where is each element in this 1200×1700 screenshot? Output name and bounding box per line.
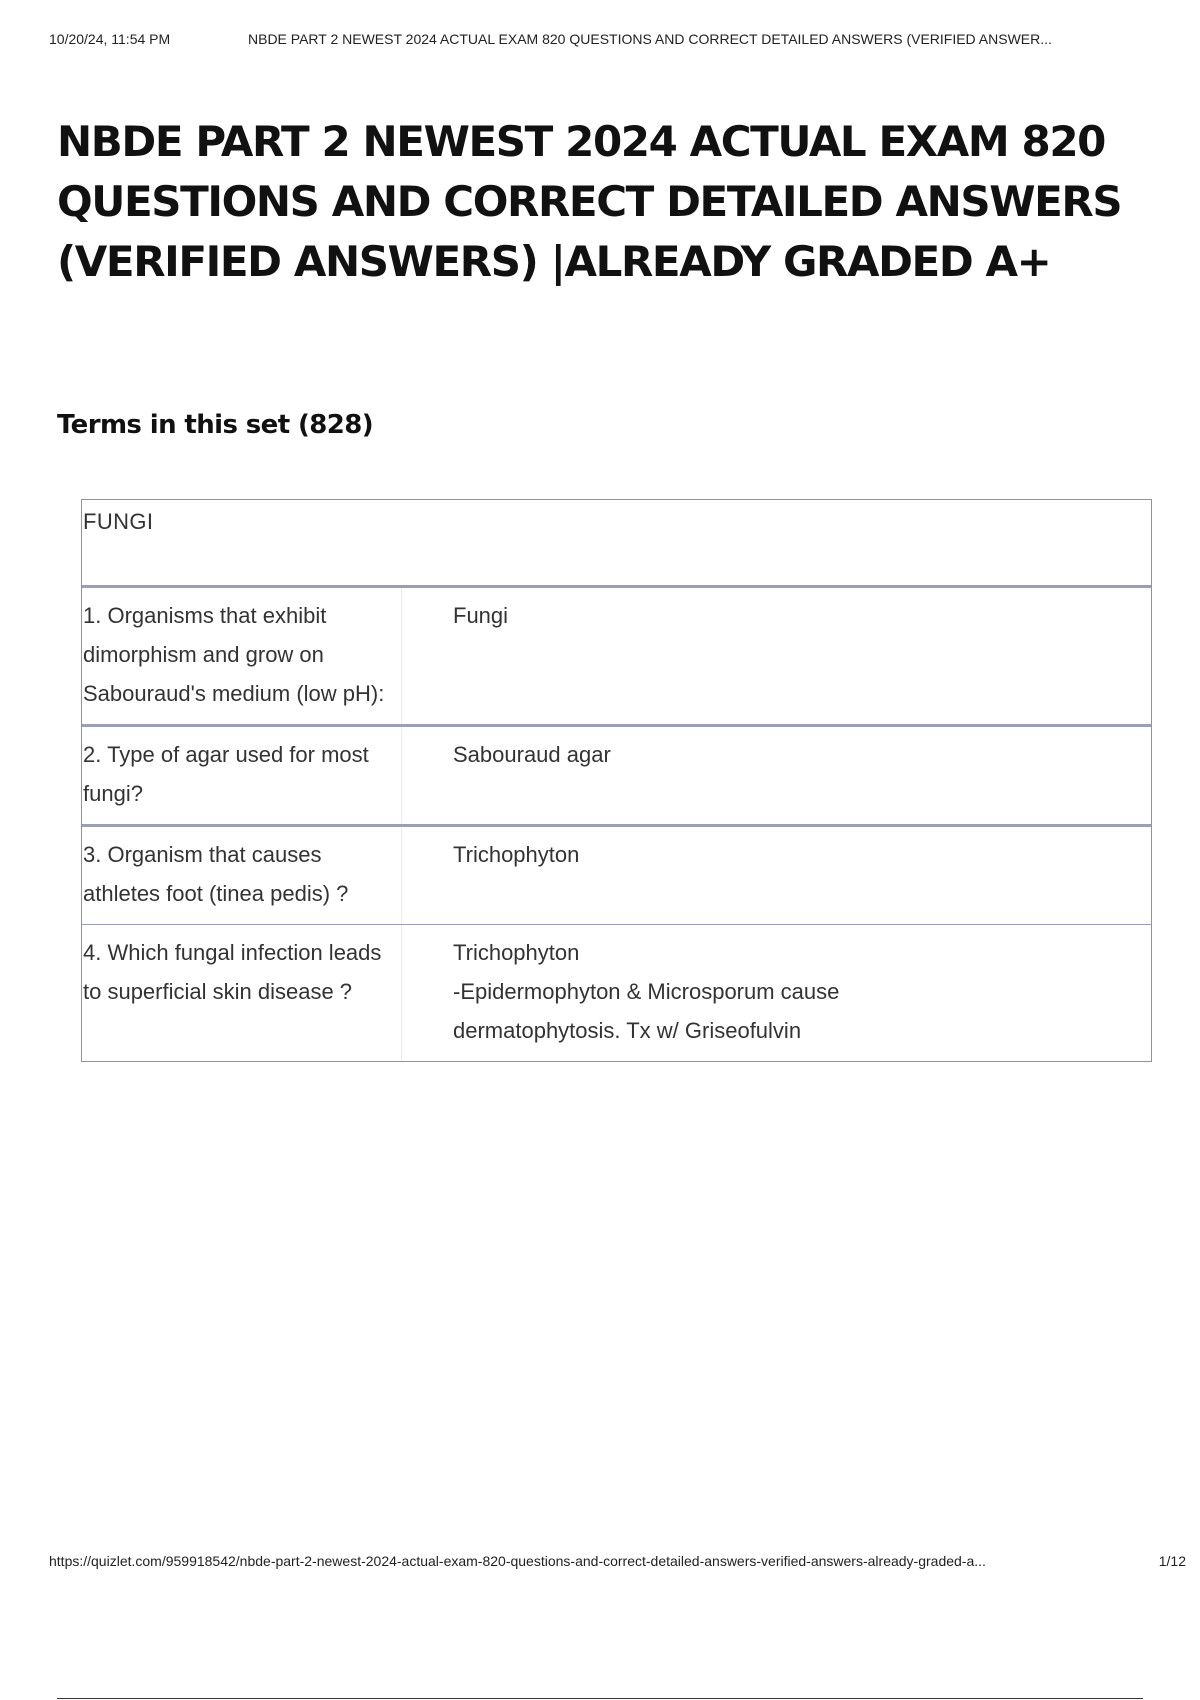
card-definition-line: Trichophyton — [453, 940, 580, 965]
card-definition-line: -Epidermophyton & Microsporum cause — [453, 979, 840, 1004]
card-definition — [402, 588, 1151, 724]
print-header — [49, 31, 1176, 49]
flashcard-table — [81, 499, 1152, 1062]
card-term: 3. Organism that causes athletes foot (tinea pedis) ? — [82, 827, 402, 924]
card-definition-line: dermatophytosis. Tx w/ Griseofulvin — [453, 1018, 802, 1043]
page-title: NBDE PART 2 NEWEST 2024 ACTUAL EXAM 820 QUESTIONS AND CORRECT DETAILED ANSWERS (VERIFIED ANSWERS) |ALREADY GRADED A+ — [57, 117, 1122, 286]
card-definition-line: Fungi — [453, 603, 509, 628]
card-row — [82, 727, 1151, 827]
section-label: FUNGI — [82, 500, 1151, 588]
card-definition — [402, 925, 1151, 1061]
card-row — [82, 925, 1151, 1061]
print-datetime: 10/20/24, 11:54 PM — [49, 31, 171, 47]
card-definition — [402, 727, 1151, 824]
card-definition — [402, 827, 1151, 924]
page-divider — [57, 1698, 1143, 1699]
print-header-title: NBDE PART 2 NEWEST 2024 ACTUAL EXAM 820 QUESTIONS AND CORRECT DETAILED ANSWERS (VERIFIED ANSWER... — [248, 31, 1052, 47]
source-url[interactable]: https://quizlet.com/959918542/nbde-part-2-newest-2024-actual-exam-820-questions-and-correct-detailed-answers-verified-answers-already-graded-a... — [49, 1553, 986, 1569]
card-row — [82, 588, 1151, 727]
card-term: 2. Type of agar used for most fungi? — [82, 727, 402, 824]
terms-heading: Terms in this set (828) — [57, 410, 374, 440]
card-definition-line: Sabouraud agar — [453, 742, 611, 767]
card-row — [82, 827, 1151, 925]
card-term: 1. Organisms that exhibit dimorphism and grow on Sabouraud's medium (low pH): — [82, 588, 402, 724]
page-indicator: 1/12 — [1158, 1553, 1186, 1569]
card-term: 4. Which fungal infection leads to superficial skin disease ? — [82, 925, 402, 1061]
card-definition-line: Trichophyton — [453, 842, 580, 867]
print-footer — [49, 1553, 1186, 1571]
